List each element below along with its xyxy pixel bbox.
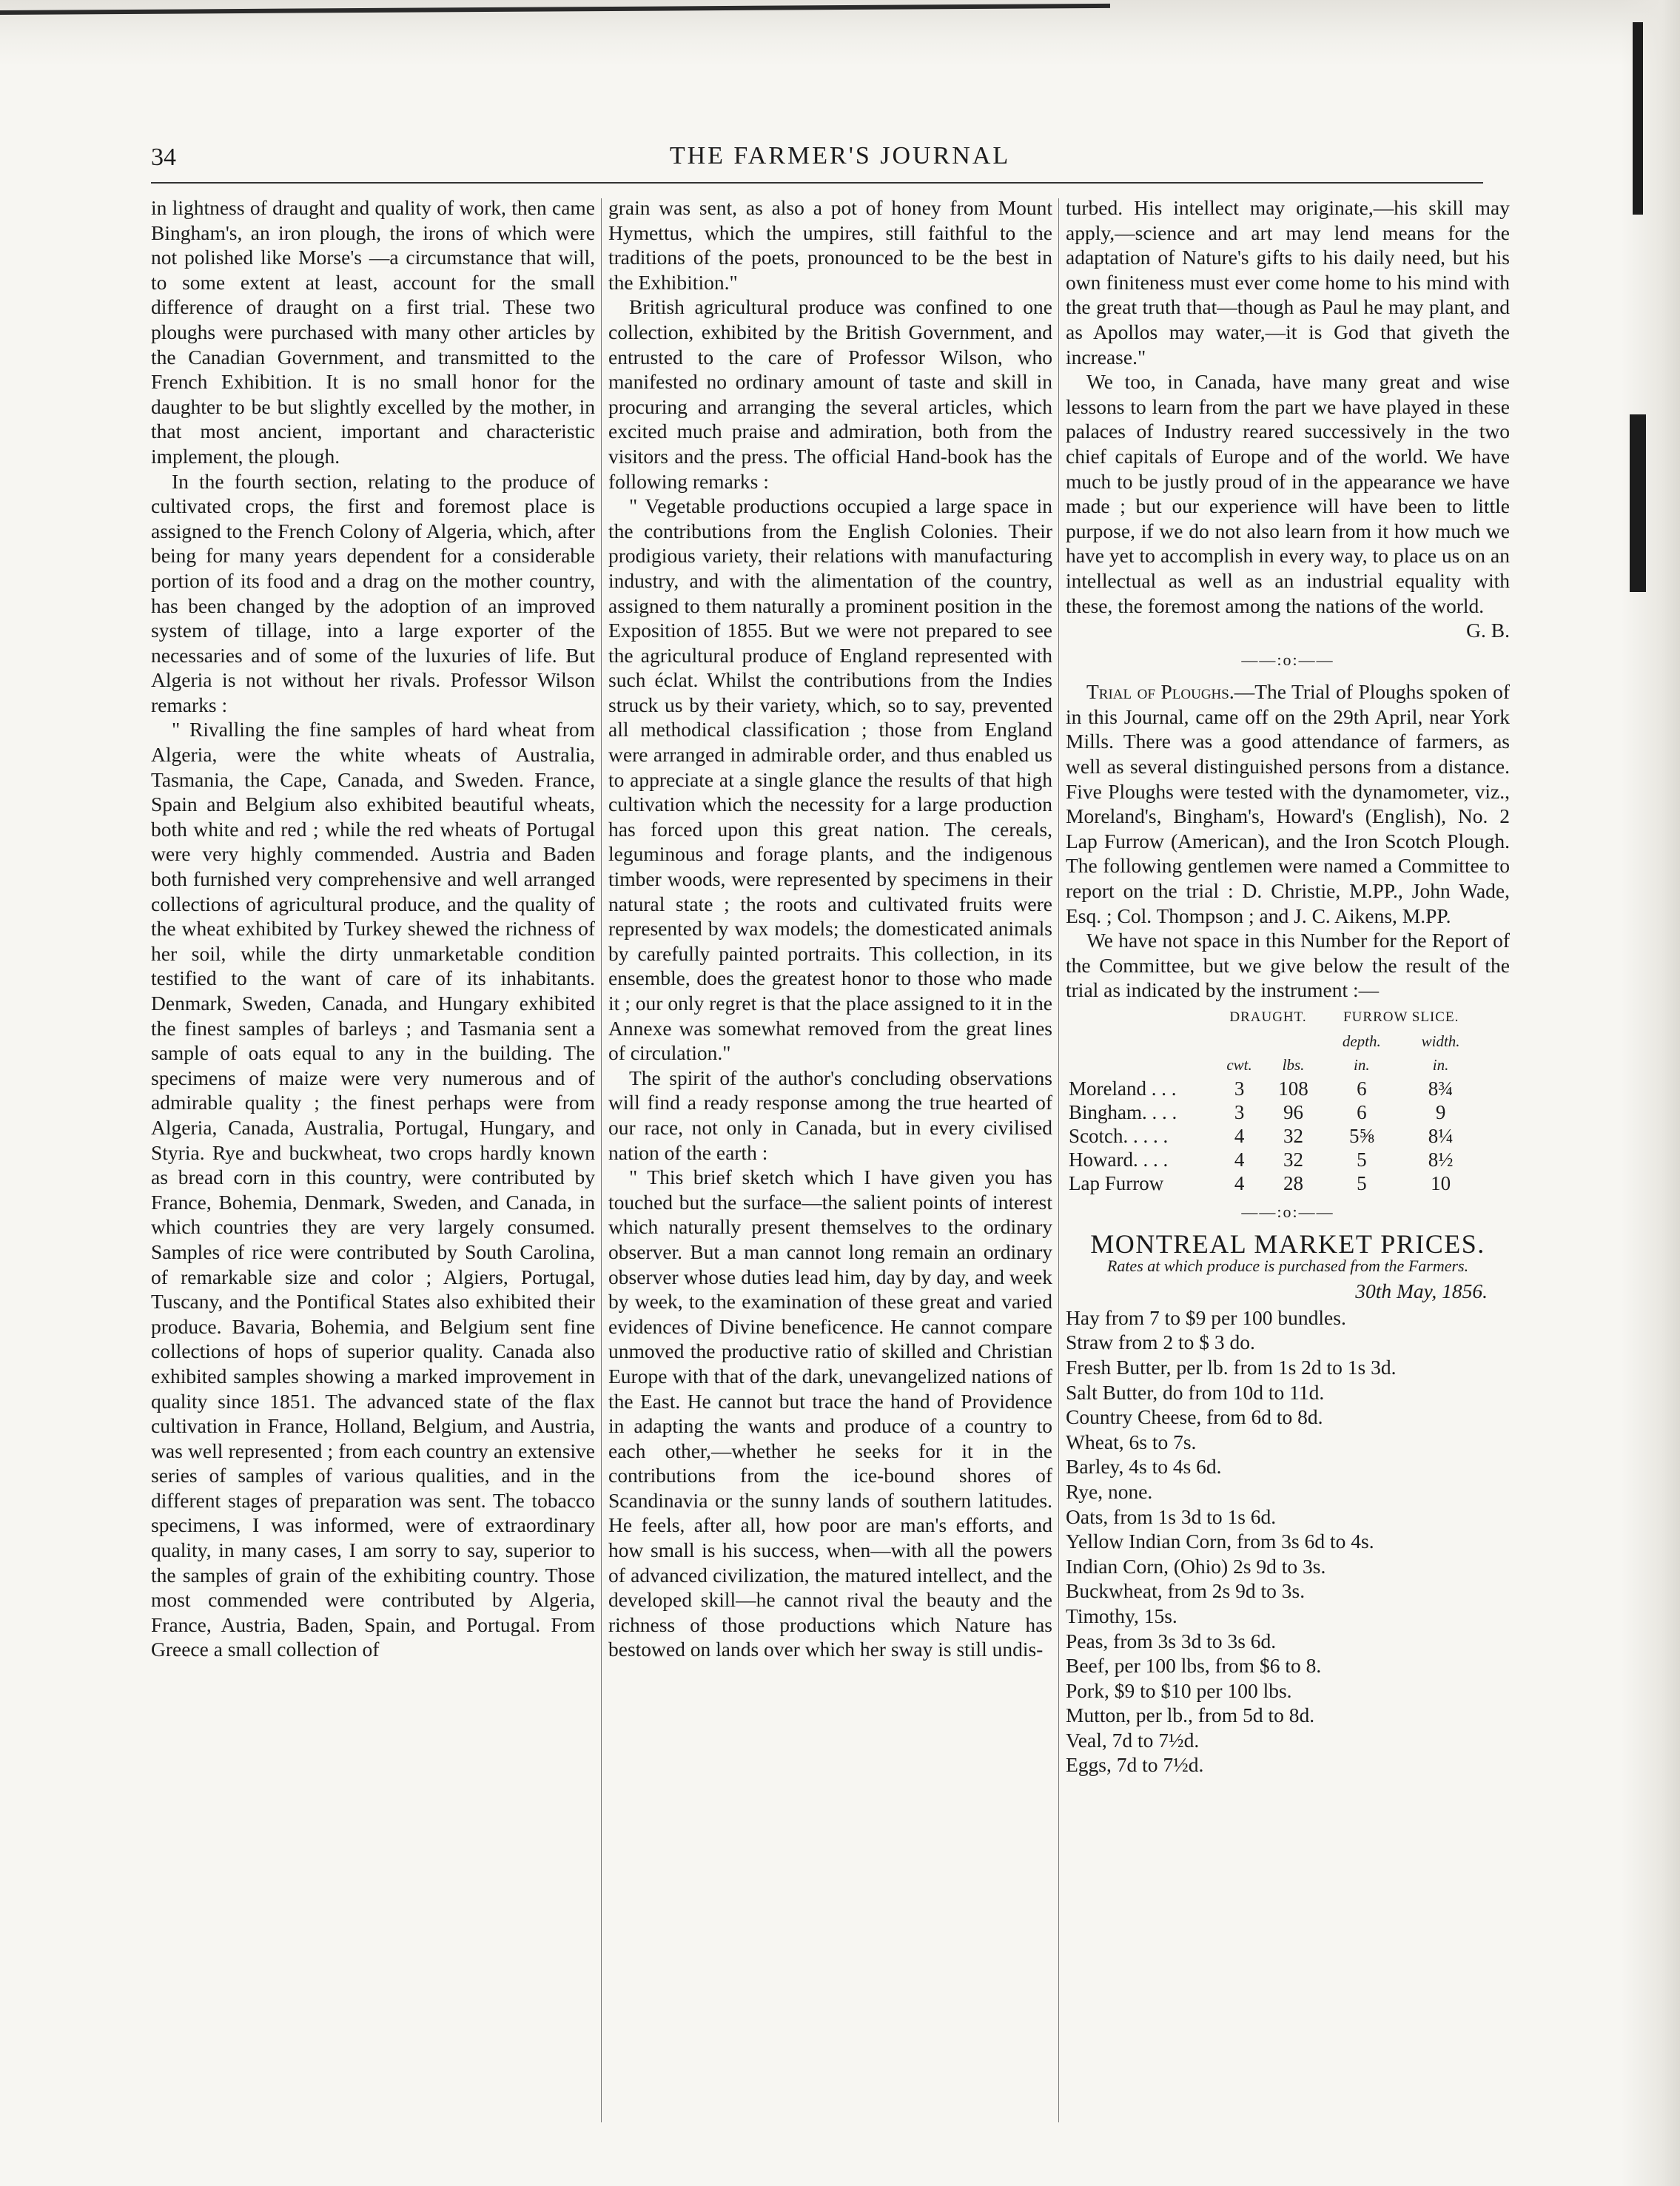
- market-subtitle: Rates at which produce is purchased from the Farmers.: [1106, 1257, 1469, 1276]
- width: 8¾: [1428, 1077, 1454, 1100]
- scan-shadow-right: [1621, 0, 1680, 2186]
- list-item: Peas, from 3s 3d to 3s 6d.: [1066, 1629, 1277, 1652]
- column-divider: [601, 198, 602, 2122]
- market-title: MONTREAL MARKET PRICES.: [1090, 1228, 1485, 1259]
- market-date: 30th May, 1856.: [1355, 1279, 1488, 1303]
- list-item: Oats, from 1s 3d to 1s 6d.: [1066, 1504, 1277, 1528]
- header-furrow: FURROW SLICE.: [1343, 1009, 1459, 1025]
- table-row: [1066, 1148, 1480, 1171]
- sub-in: in.: [1432, 1056, 1449, 1074]
- lbs: 108: [1278, 1077, 1308, 1100]
- cwt: 3: [1234, 1077, 1245, 1100]
- list-item: Wheat, 6s to 7s.: [1066, 1430, 1197, 1453]
- trial-table: [1066, 1006, 1480, 1195]
- edge-mark: [1633, 22, 1643, 215]
- list-item: Eggs, 7d to 7½d.: [1066, 1753, 1204, 1777]
- plough-name: Scotch. . . . .: [1069, 1125, 1169, 1147]
- depth: 6: [1357, 1101, 1367, 1123]
- list-item: Fresh Butter, per lb. from 1s 2d to 1s 3d.: [1066, 1355, 1397, 1379]
- lbs: 32: [1283, 1125, 1304, 1147]
- depth: 5: [1357, 1172, 1367, 1194]
- column-2: [608, 195, 1052, 2149]
- plough-name: Bingham. . . .: [1069, 1101, 1177, 1123]
- cwt: 4: [1234, 1125, 1245, 1147]
- header-draught: DRAUGHT.: [1229, 1009, 1307, 1025]
- market-price-list: [1066, 1305, 1510, 1778]
- column-divider: [1058, 198, 1059, 2122]
- width: 8½: [1428, 1149, 1454, 1171]
- list-item: Mutton, per lb., from 5d to 8d.: [1066, 1704, 1315, 1727]
- sub-lbs: lbs.: [1282, 1056, 1305, 1074]
- list-item: Barley, 4s to 4s 6d.: [1066, 1455, 1222, 1479]
- depth: 6: [1357, 1077, 1367, 1100]
- paragraph: The spirit of the author's concluding observations will find a ready response among the true hearted of our race, not only in Canada, but in every civilised nation of the earth :: [608, 1066, 1052, 1164]
- table-row: [1066, 1077, 1480, 1100]
- list-item: Beef, per 100 lbs, from $6 to 8.: [1066, 1654, 1322, 1678]
- table-subheader-row: [1066, 1029, 1480, 1053]
- list-item: Veal, 7d to 7½d.: [1066, 1728, 1200, 1752]
- depth: 5: [1357, 1149, 1367, 1171]
- list-item: Yellow Indian Corn, from 3s 6d to 4s.: [1066, 1530, 1374, 1553]
- cwt: 4: [1234, 1149, 1245, 1171]
- paragraph: British agricultural produce was confined to one collection, exhibited by the British Government, and entrusted to the care of Professor Wilson, who manifested no ordinary amount of taste and skill in procuring and arranging the several articles, which excited much praise and admiration, both from the visitors and the press. The official Hand-book has the following remarks :: [608, 295, 1052, 493]
- signature: G. B.: [1466, 619, 1510, 642]
- lbs: 32: [1283, 1149, 1304, 1171]
- section-separator: ——:o:——: [1241, 650, 1334, 669]
- running-title: THE FARMER'S JOURNAL: [669, 142, 1011, 169]
- table-header-row: [1066, 1006, 1480, 1029]
- cwt: 3: [1234, 1101, 1245, 1123]
- quotation: " Vegetable productions occupied a large space in the contributions from the English Colonies. Their prodigious variety, their relations with manufacturing industry, and with the alimentation of the country, assigned to them naturally a prominent position in the Exposition of 1855. But we were not prepared to see the agricultural produce of England represented with such éclat. Whilst the contributions from the Indies struck us by their variety, which, so to say, prevented all methodical classification ; those from England were arranged in admirable order, and thus enabled us to appreciate at a single glance the results of that high cultivation which the necessity for a large production has forced upon this great nation. The cereals, leguminous and forage plants, and the indigenous timber woods, were represented by specimens in their natural state ; the roots and cultivated fruits were represented by wax models; the domesticated animals by carefully painted portraits. This collection, in its ensemble, does the greatest honor to those who made it ; our only regret is that the place assigned to it in the Annexe was somewhat removed from the great lines of circulation.": [608, 494, 1052, 1065]
- list-item: Indian Corn, (Ohio) 2s 9d to 3s.: [1066, 1554, 1326, 1578]
- cwt: 4: [1234, 1172, 1245, 1194]
- table-units-row: [1066, 1053, 1480, 1077]
- width: 9: [1435, 1101, 1446, 1123]
- sub-depth: depth.: [1342, 1032, 1381, 1050]
- trial-paragraph: [1066, 679, 1510, 928]
- table-row: [1066, 1124, 1480, 1148]
- plough-name: Howard. . . .: [1069, 1149, 1169, 1171]
- list-item: Country Cheese, from 6d to 8d.: [1066, 1405, 1323, 1429]
- paragraph: We too, in Canada, have many great and wise lessons to learn from the part we have played in these palaces of Industry reared successively in the two chief capitals of Europe and of the world. We have much to be justly proud of in the appearance we have made ; but our experience will have been to little purpose, if we do not also learn from it how much we have yet to accomplish in every way, to place us on an intellectual as well as an industrial equality with these, the foremost among the nations of the world.: [1066, 370, 1510, 617]
- list-item: Buckwheat, from 2s 9d to 3s.: [1066, 1579, 1306, 1603]
- section-separator: ——:o:——: [1241, 1203, 1334, 1221]
- plough-name: Lap Furrow: [1069, 1172, 1164, 1194]
- list-item: Straw from 2 to $ 3 do.: [1066, 1331, 1255, 1354]
- column-3: [1066, 195, 1510, 2149]
- list-item: Rye, none.: [1066, 1479, 1153, 1503]
- header-rule: [151, 182, 1483, 184]
- plough-name: Moreland . . .: [1069, 1077, 1177, 1100]
- edge-mark: [1630, 414, 1646, 592]
- list-item: Timothy, 15s.: [1066, 1604, 1177, 1627]
- paragraph: We have not space in this Number for the Report of the Committee, but we give below the result of the trial as indicated by the instrument :—: [1066, 929, 1510, 1002]
- trial-heading: Trial of Ploughs.: [1086, 680, 1234, 704]
- list-item: Pork, $9 to $10 per 100 lbs.: [1066, 1678, 1292, 1702]
- quotation: " This brief sketch which I have given you has touched but the surface—the salient points of interest which naturally present themselves to the ordinary observer. But a man cannot long remain an ordinary observer whose duties lead him, day by day, and week by week, to the examination of these great and varied evidences of Divine beneficence. He cannot compare unmoved the productive ratio of skilled and Christian Europe with that of the dark, unevangelized nations of the East. He cannot but trace the hand of Providence in adapting the wants and produce of a country to each other,—whether he seeks for it in the contributions from the ice-bound shores of Scandinavia or the sunny lands of southern latitudes. He feels, after all, how poor are man's efforts, and how small is his success, when—with all the powers of advanced civilization, the matured intellect, and the developed skill—he cannot rival the beauty and the richness of those productions which Nature has bestowed on lands over which her sway is still undis-: [608, 1166, 1052, 1661]
- paragraph: In the fourth section, relating to the produce of cultivated crops, the first and foremost place is assigned to the French Colony of Algeria, which, after being for many years dependent for a considerable portion of its food and a drag on the mother country, has been changed by the adoption of an improved system of tillage, into a large exporter of the necessaries and of some of the luxuries of life. But Algeria is not without her rivals. Professor Wilson remarks :: [151, 469, 595, 716]
- width: 10: [1431, 1172, 1451, 1194]
- page-number: 34: [151, 144, 176, 171]
- width: 8¼: [1428, 1125, 1454, 1147]
- trial-text: —The Trial of Ploughs spoken of in this Journal, came off on the 29th April, near York Mills. There was a good attendance of farmers, as well as several distinguished persons from a distance. Five Ploughs were tested with the dynamometer, viz., Moreland's, Bingham's, Howard's (English), No. 2 Lap Furrow (American), and the Iron Scotch Plough. The following gentlemen were named a Committee to report on the trial : D. Christie, M.PP., John Wade, Esq. ; Col. Thompson ; and J. C. Aikens, M.PP.: [1066, 680, 1510, 927]
- paragraph: in lightness of draught and quality of work, then came Bingham's, an iron plough, the irons of which were not polished like Morse's —a circumstance that will, to some extent at least, account for the small difference of draught on a first trial. These two ploughs were purchased with many other articles by the Canadian Government, and transmitted to the French Exhibition. It is no small honor for the daughter to be but slightly excelled by the mother, in that most ancient, important and characteristic implement, the plough.: [151, 196, 595, 468]
- table-row: [1066, 1171, 1480, 1195]
- sub-in: in.: [1354, 1056, 1370, 1074]
- table-row: [1066, 1100, 1480, 1124]
- paragraph: grain was sent, as also a pot of honey from Mount Hymettus, which the umpires, still faithful to the traditions of the poets, pronounced to be the best in the Exhibition.": [608, 196, 1052, 294]
- sub-cwt: cwt.: [1226, 1056, 1252, 1074]
- depth: 5⅝: [1348, 1125, 1374, 1147]
- list-item: Hay from 7 to $9 per 100 bundles.: [1066, 1305, 1346, 1329]
- lbs: 96: [1283, 1101, 1304, 1123]
- lbs: 28: [1283, 1172, 1304, 1194]
- paragraph: turbed. His intellect may originate,—his skill may apply,—science and art may lend means for the adaptation of Nature's gifts to his daily need, but his own finiteness must ever come home to his mind with the great truth that—though as Paul he may plant, and as Apollos may water,—it is God that giveth the increase.": [1066, 196, 1510, 369]
- sub-width: width.: [1421, 1032, 1460, 1050]
- list-item: Salt Butter, do from 10d to 11d.: [1066, 1380, 1325, 1404]
- quotation: " Rivalling the fine samples of hard wheat from Algeria, were the white wheats of Australia, Tasmania, the Cape, Canada, and Sweden. France, Spain and Belgium also exhibited beautiful wheats, both white and red ; while the red wheats of Portugal were very highly commended. Austria and Baden both furnished very comprehensive and well arranged collections of agricultural produce, and the quality of the wheat exhibited by Turkey shewed the richness of her soil, while the dirty unmarketable condition testified to the want of care of its inhabitants. Denmark, Sweden, Canada, and Hungary exhibited the finest samples of barleys ; and Tasmania sent a sample of oats equal to any in the building. The specimens of maize were very numerous and of admirable quality ; the finest perhaps were from Algeria, Canada, Australia, Portugal, Hungary, and Styria. Rye and buckwheat, two crops hardly known as bread corn in this country, were contributed by France, Bohemia, Denmark, Sweden, and Canada, in which countries they are very largely consumed. Samples of rice were contributed by South Carolina, of remarkable size and color ; Algiers, Portugal, Tuscany, and the Pontifical States also exhibited their produce. Bavaria, Bohemia, and Belgium sent fine collections of hops of superior quality. Canada also exhibited samples showing a marked improvement in quality since 1851. The advanced state of the flax cultivation in France, Holland, Belgium, and Austria, was well represented ; from each country an extensive series of samples of various qualities, and in the different stages of preparation was sent. The tobacco specimens, I was informed, were of extraordinary quality, in many cases, I am sorry to say, superior to the samples of grain of the exhibiting country. Those most commended were contributed by Algeria, France, Austria, Baden, Spain, and Portugal. From Greece a small collection of: [151, 718, 595, 1661]
- column-1: [151, 195, 595, 2149]
